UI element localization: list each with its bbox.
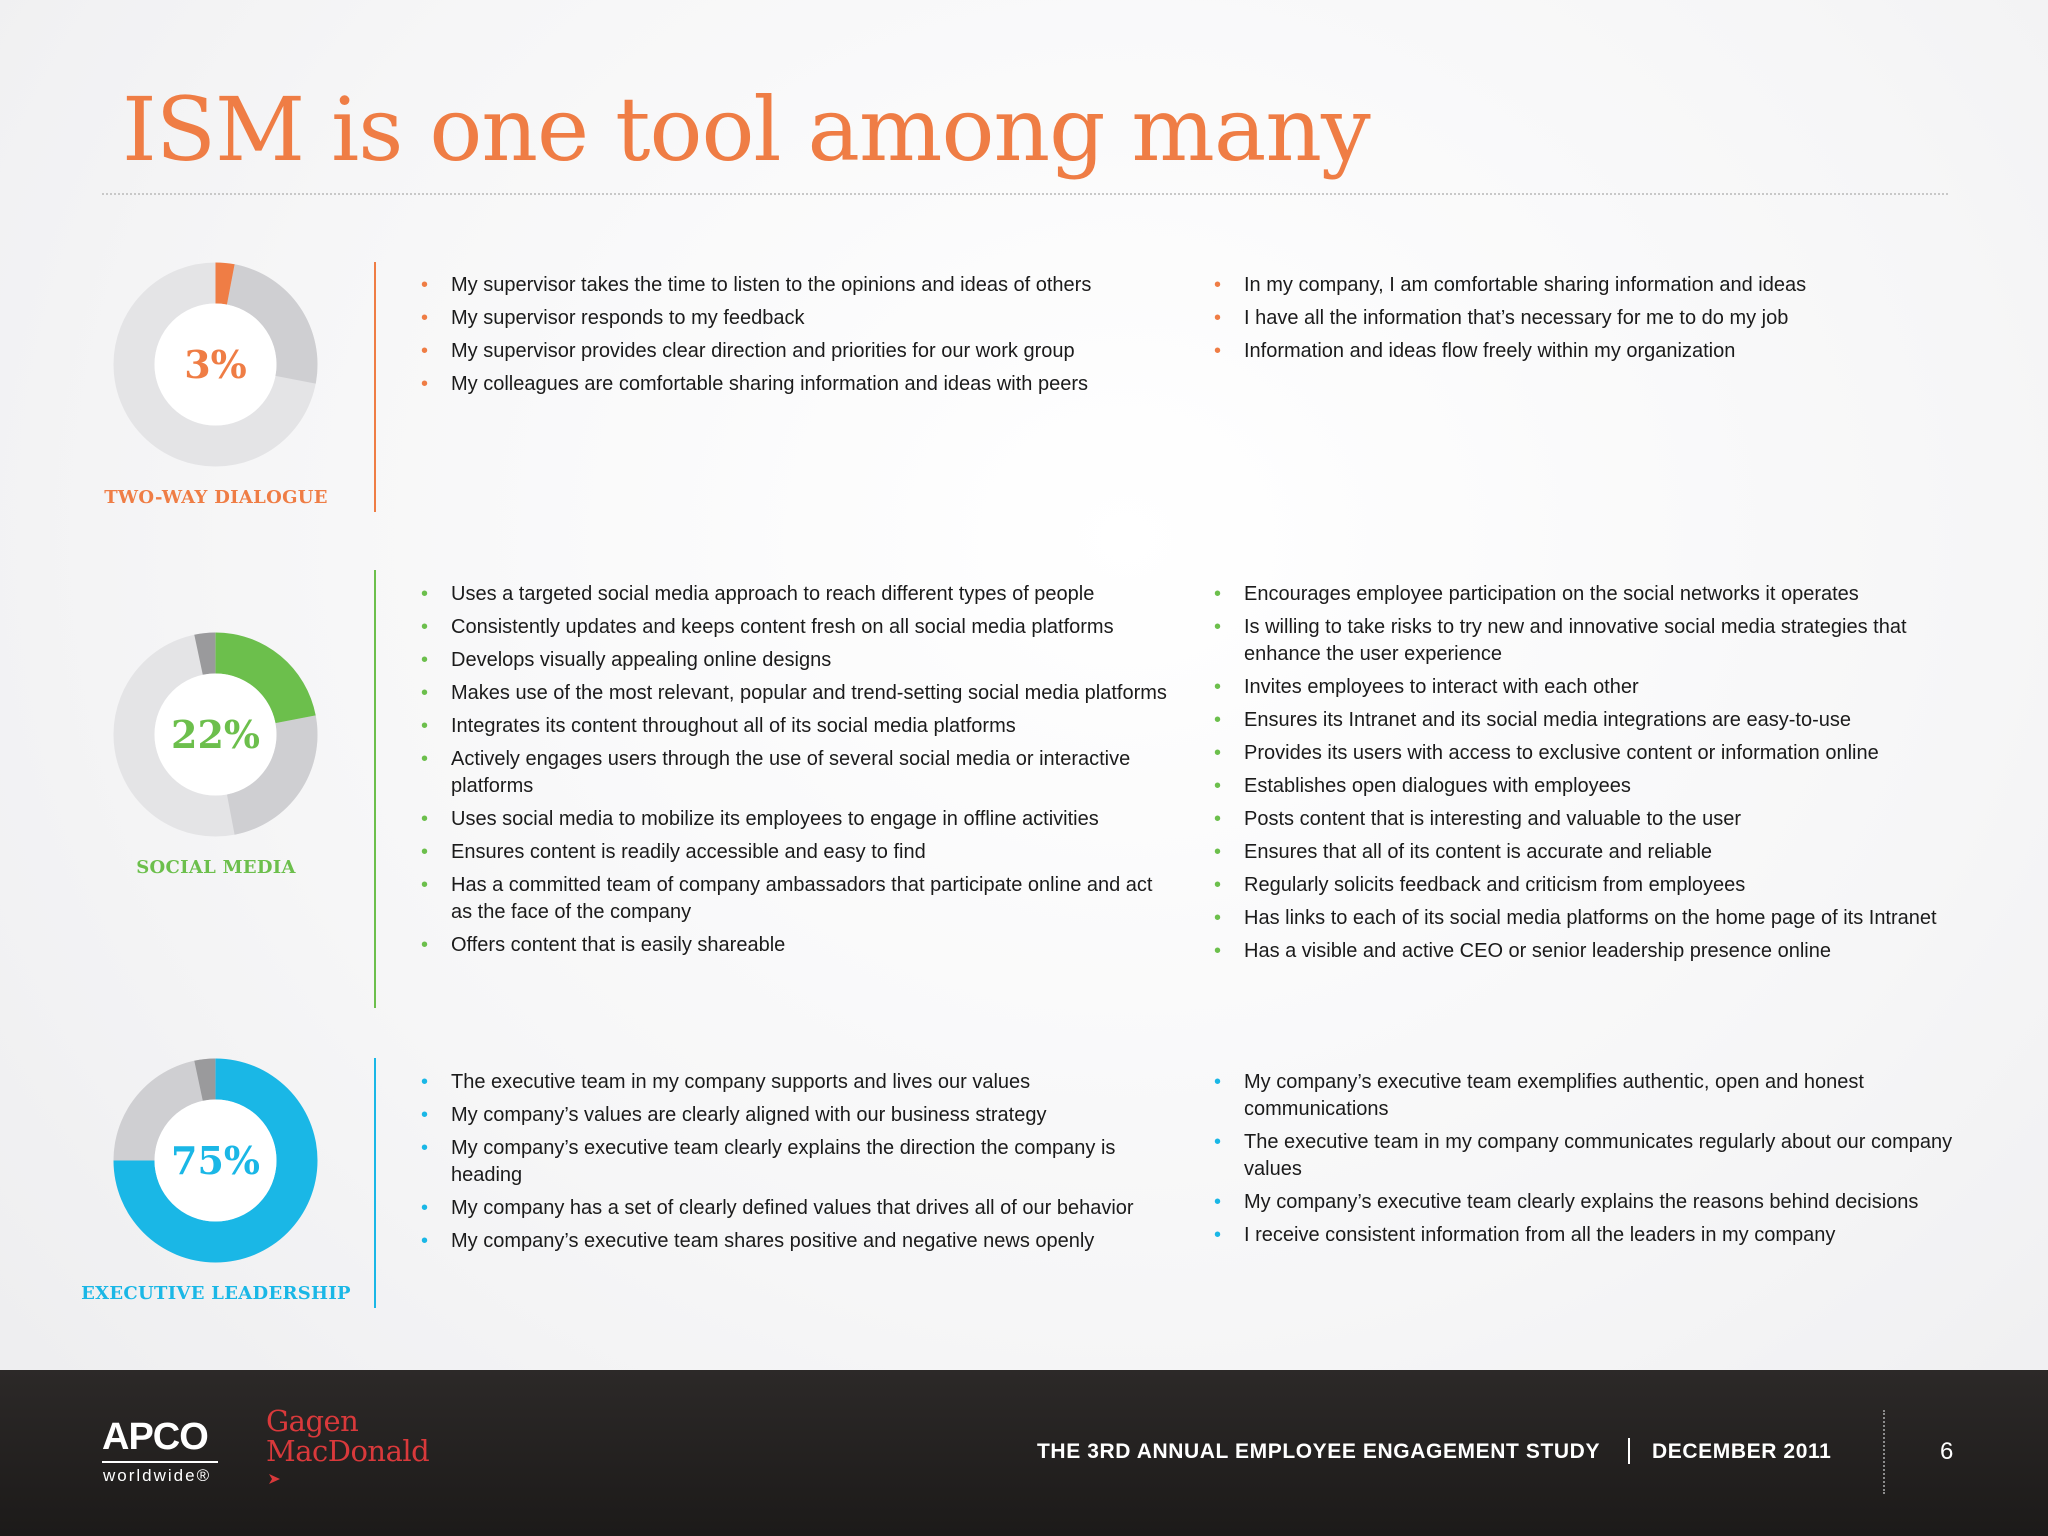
bullet-dot-icon: • bbox=[1214, 616, 1222, 638]
bullet-item bbox=[1214, 674, 1974, 701]
bullet-dot-icon: • bbox=[421, 583, 429, 605]
bullet-dot-icon: • bbox=[421, 934, 429, 956]
bullet-text: Ensures content is readily accessible and easy to find bbox=[451, 841, 926, 863]
gagen-arrow-icon bbox=[268, 1472, 282, 1486]
bullet-text: Information and ideas flow freely within my organization bbox=[1244, 340, 1736, 362]
apco-logo-rule bbox=[102, 1461, 218, 1463]
bullet-text: My company’s executive team clearly explains the reasons behind decisions bbox=[1244, 1191, 1919, 1213]
bullet-item bbox=[421, 338, 1171, 365]
bullet-item bbox=[421, 305, 1171, 332]
bullet-dot-icon: • bbox=[421, 340, 429, 362]
bullet-item bbox=[1214, 1069, 1974, 1123]
percent-value: 75% bbox=[171, 1138, 260, 1183]
bullet-dot-icon: • bbox=[1214, 841, 1222, 863]
bullet-dot-icon: • bbox=[1214, 775, 1222, 797]
bullet-text: My company’s executive team exemplifies authentic, open and honest communications bbox=[1244, 1071, 1864, 1120]
bullet-dot-icon: • bbox=[421, 616, 429, 638]
bullet-item bbox=[421, 806, 1171, 833]
bullet-text: My supervisor responds to my feedback bbox=[451, 307, 805, 329]
gagen-logo-line1: Gagen bbox=[266, 1404, 359, 1438]
section-divider bbox=[374, 570, 376, 1008]
bullet-dot-icon: • bbox=[421, 307, 429, 329]
bullet-item bbox=[1214, 614, 1974, 668]
bullet-dot-icon: • bbox=[421, 682, 429, 704]
bullet-dot-icon: • bbox=[1214, 274, 1222, 296]
bullet-dot-icon: • bbox=[1214, 1071, 1222, 1093]
bullet-dot-icon: • bbox=[421, 808, 429, 830]
bullet-dot-icon: • bbox=[1214, 907, 1222, 929]
bullet-item bbox=[1214, 1129, 1974, 1183]
section-label: SOCIAL MEDIA bbox=[136, 857, 296, 878]
bullet-item bbox=[1214, 1222, 1974, 1249]
bullet-text: My supervisor takes the time to listen to the opinions and ideas of others bbox=[451, 274, 1092, 296]
bullet-dot-icon: • bbox=[421, 841, 429, 863]
section-divider bbox=[374, 1058, 376, 1308]
section-label: TWO-WAY DIALOGUE bbox=[104, 487, 328, 508]
bullet-dot-icon: • bbox=[421, 1230, 429, 1252]
bullet-item bbox=[421, 371, 1171, 398]
bullet-item bbox=[421, 713, 1171, 740]
bullet-dot-icon: • bbox=[421, 715, 429, 737]
bullet-item bbox=[1214, 806, 1974, 833]
page-number-separator bbox=[1883, 1410, 1885, 1494]
bullet-text: Uses social media to mobilize its employees to engage in offline activities bbox=[451, 808, 1099, 830]
bullet-item bbox=[421, 872, 1171, 926]
bullet-item bbox=[421, 647, 1171, 674]
bullet-item bbox=[1214, 1189, 1974, 1216]
bullet-item bbox=[1214, 773, 1974, 800]
bullet-dot-icon: • bbox=[1214, 940, 1222, 962]
bullet-dot-icon: • bbox=[1214, 874, 1222, 896]
bullet-text: Uses a targeted social media approach to reach different types of people bbox=[451, 583, 1095, 605]
bullet-item bbox=[1214, 905, 1974, 932]
bullet-item bbox=[421, 614, 1171, 641]
bullet-dot-icon: • bbox=[1214, 676, 1222, 698]
apco-logo-subtext: worldwide® bbox=[103, 1466, 212, 1485]
bullet-text: My company’s values are clearly aligned with our business strategy bbox=[451, 1104, 1047, 1126]
bullet-dot-icon: • bbox=[1214, 709, 1222, 731]
percent-value: 22% bbox=[171, 712, 260, 757]
bullet-list-right bbox=[1214, 1069, 1974, 1255]
bullet-text: Ensures that all of its content is accurate and reliable bbox=[1244, 841, 1713, 863]
title-divider bbox=[102, 193, 1948, 195]
page-number: 6 bbox=[1940, 1438, 1954, 1465]
section-divider bbox=[374, 262, 376, 512]
bullet-text: I have all the information that’s necessary for me to do my job bbox=[1244, 307, 1789, 329]
bullet-text: Invites employees to interact with each other bbox=[1244, 676, 1639, 698]
bullet-dot-icon: • bbox=[421, 874, 429, 896]
donut-chart-two-way-dialogue bbox=[113, 262, 318, 467]
bullet-dot-icon: • bbox=[421, 649, 429, 671]
bullet-text: Encourages employee participation on the social networks it operates bbox=[1244, 583, 1859, 605]
bullet-item bbox=[1214, 839, 1974, 866]
bullet-text: I receive consistent information from all the leaders in my company bbox=[1244, 1224, 1836, 1246]
study-date: DECEMBER 2011 bbox=[1652, 1440, 1832, 1463]
bullet-dot-icon: • bbox=[421, 1137, 429, 1159]
bullet-dot-icon: • bbox=[421, 274, 429, 296]
footer-separator bbox=[1628, 1438, 1630, 1464]
bullet-dot-icon: • bbox=[1214, 742, 1222, 764]
bullet-text: Consistently updates and keeps content fresh on all social media platforms bbox=[451, 616, 1114, 638]
gagen-logo-line2: MacDonald bbox=[266, 1434, 430, 1468]
bullet-text: Actively engages users through the use of several social media or interactive platforms bbox=[451, 748, 1131, 797]
bullet-text: Establishes open dialogues with employees bbox=[1244, 775, 1631, 797]
bullet-dot-icon: • bbox=[421, 373, 429, 395]
bullet-text: The executive team in my company supports and lives our values bbox=[451, 1071, 1031, 1093]
bullet-list-left bbox=[421, 1069, 1171, 1261]
bullet-item bbox=[421, 581, 1171, 608]
bullet-text: My supervisor provides clear direction and priorities for our work group bbox=[451, 340, 1075, 362]
section-label: EXECUTIVE LEADERSHIP bbox=[81, 1283, 351, 1304]
bullet-list-right bbox=[1214, 581, 1974, 971]
bullet-text: Develops visually appealing online designs bbox=[451, 649, 832, 671]
bullet-text: Regularly solicits feedback and criticism from employees bbox=[1244, 874, 1746, 896]
bullet-item bbox=[1214, 338, 1974, 365]
bullet-item bbox=[1214, 305, 1974, 332]
bullet-dot-icon: • bbox=[1214, 1224, 1222, 1246]
bullet-text: Offers content that is easily shareable bbox=[451, 934, 786, 956]
gagen-macdonald-logo bbox=[266, 1406, 429, 1466]
bullet-list-right bbox=[1214, 272, 1974, 371]
bullet-dot-icon: • bbox=[1214, 1191, 1222, 1213]
bullet-text: Makes use of the most relevant, popular and trend-setting social media platforms bbox=[451, 682, 1167, 704]
donut-chart-social-media bbox=[113, 632, 318, 837]
bullet-dot-icon: • bbox=[1214, 1131, 1222, 1153]
bullet-text: The executive team in my company communicates regularly about our company values bbox=[1244, 1131, 1953, 1180]
bullet-text: My company has a set of clearly defined values that drives all of our behavior bbox=[451, 1197, 1134, 1219]
bullet-item bbox=[421, 680, 1171, 707]
bullet-text: Provides its users with access to exclusive content or information online bbox=[1244, 742, 1879, 764]
bullet-item bbox=[1214, 272, 1974, 299]
bullet-text: Integrates its content throughout all of its social media platforms bbox=[451, 715, 1016, 737]
bullet-text: Has a visible and active CEO or senior leadership presence online bbox=[1244, 940, 1831, 962]
study-title: THE 3RD ANNUAL EMPLOYEE ENGAGEMENT STUDY bbox=[1037, 1440, 1601, 1463]
bullet-item bbox=[421, 932, 1171, 959]
bullet-dot-icon: • bbox=[421, 1071, 429, 1093]
bullet-list-left bbox=[421, 272, 1171, 404]
footer-bar bbox=[0, 1370, 2048, 1536]
bullet-text: Has links to each of its social media platforms on the home page of its Intranet bbox=[1244, 907, 1937, 929]
bullet-text: Has a committed team of company ambassadors that participate online and act as the face of the company bbox=[451, 874, 1153, 923]
bullet-dot-icon: • bbox=[421, 1197, 429, 1219]
bullet-item bbox=[1214, 938, 1974, 965]
bullet-dot-icon: • bbox=[1214, 583, 1222, 605]
bullet-item bbox=[421, 1102, 1171, 1129]
bullet-dot-icon: • bbox=[1214, 307, 1222, 329]
bullet-item bbox=[1214, 707, 1974, 734]
bullet-text: In my company, I am comfortable sharing information and ideas bbox=[1244, 274, 1807, 296]
percent-value: 3% bbox=[184, 342, 247, 387]
bullet-item bbox=[1214, 581, 1974, 608]
bullet-dot-icon: • bbox=[421, 748, 429, 770]
bullet-item bbox=[421, 1228, 1171, 1255]
bullet-item bbox=[421, 272, 1171, 299]
bullet-item bbox=[421, 1195, 1171, 1222]
bullet-dot-icon: • bbox=[1214, 340, 1222, 362]
donut-chart-executive-leadership bbox=[113, 1058, 318, 1263]
bullet-dot-icon: • bbox=[421, 1104, 429, 1126]
bullet-dot-icon: • bbox=[1214, 808, 1222, 830]
bullet-item bbox=[421, 746, 1171, 800]
bullet-text: Ensures its Intranet and its social media integrations are easy-to-use bbox=[1244, 709, 1851, 731]
bullet-text: Posts content that is interesting and valuable to the user bbox=[1244, 808, 1741, 830]
apco-logo: APCO bbox=[102, 1416, 208, 1458]
bullet-item bbox=[421, 1135, 1171, 1189]
bullet-text: My colleagues are comfortable sharing information and ideas with peers bbox=[451, 373, 1089, 395]
bullet-text: My company’s executive team clearly explains the direction the company is heading bbox=[451, 1137, 1116, 1186]
bullet-item bbox=[1214, 740, 1974, 767]
bullet-item bbox=[1214, 872, 1974, 899]
bullet-list-left bbox=[421, 581, 1171, 965]
bullet-item bbox=[421, 839, 1171, 866]
bullet-text: My company’s executive team shares positive and negative news openly bbox=[451, 1230, 1095, 1252]
slide-title: ISM is one tool among many bbox=[122, 78, 1370, 181]
bullet-item bbox=[421, 1069, 1171, 1096]
bullet-text: Is willing to take risks to try new and innovative social media strategies that enhance the user experience bbox=[1244, 616, 1907, 665]
